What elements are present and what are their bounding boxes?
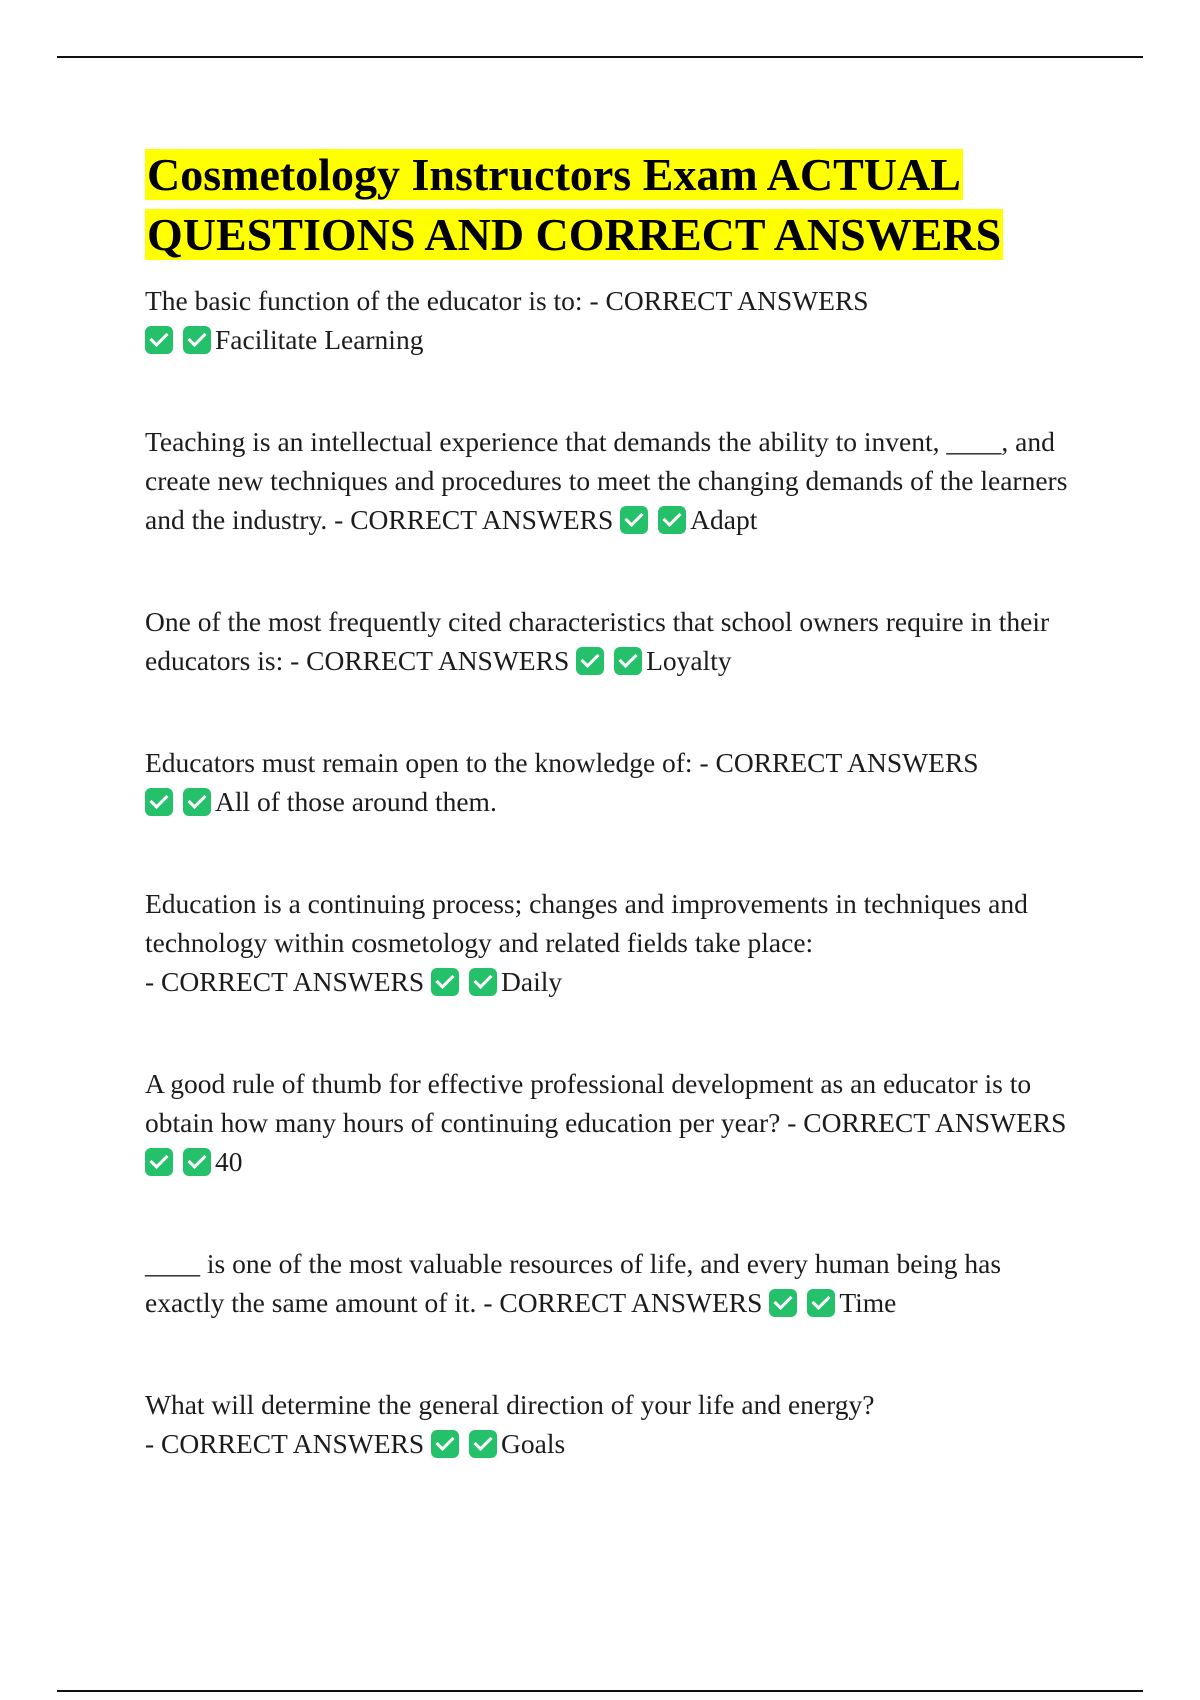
check-mark-icon <box>469 968 497 996</box>
document-title <box>145 145 1070 265</box>
qa-item <box>145 884 1070 1001</box>
title-highlight <box>145 149 1003 260</box>
answer-text: Goals <box>501 1428 566 1459</box>
correct-answers-marker: - CORRECT ANSWERS <box>483 1287 763 1318</box>
answer-text: Daily <box>501 966 563 997</box>
question-text: ____ is one of the most valuable resources of life, and every human being has exactly the same amount of it. <box>145 1248 1002 1318</box>
check-mark-icon <box>769 1289 797 1317</box>
answer-text: 40 <box>215 1146 243 1177</box>
answer-group <box>145 324 423 355</box>
question-text: Teaching is an intellectual experience that demands the ability to invent, ____, and create new techniques and procedures to meet the changing demands of the learners and the industry. <box>145 426 1068 535</box>
qa-list <box>145 281 1070 1463</box>
check-mark-icon <box>183 788 211 816</box>
correct-answers-marker: - CORRECT ANSWERS <box>145 1428 425 1459</box>
header-rule <box>57 56 1143 58</box>
check-mark-icon <box>576 647 604 675</box>
check-mark-icon <box>145 326 173 354</box>
check-mark-icon <box>183 326 211 354</box>
correct-answers-marker: - CORRECT ANSWERS <box>145 966 425 997</box>
answer-text: Adapt <box>690 504 758 535</box>
answer-group <box>145 786 497 817</box>
question-text: What will determine the general direction of your life and energy? <box>145 1389 875 1420</box>
correct-answers-marker: - CORRECT ANSWERS <box>699 747 979 778</box>
check-mark-icon <box>431 968 459 996</box>
footer-rule <box>57 1690 1143 1692</box>
answer-group <box>431 966 562 997</box>
answer-group <box>145 1146 243 1177</box>
check-mark-icon <box>620 506 648 534</box>
question-text: One of the most frequently cited characteristics that school owners require in their educators is: <box>145 606 1050 676</box>
qa-item <box>145 743 1070 821</box>
answer-text: Facilitate Learning <box>215 324 424 355</box>
document-body <box>145 145 1070 1526</box>
check-mark-icon <box>614 647 642 675</box>
qa-item <box>145 422 1070 539</box>
check-mark-icon <box>145 1148 173 1176</box>
question-text: The basic function of the educator is to: <box>145 285 583 316</box>
question-text: Education is a continuing process; changes and improvements in techniques and technology within cosmetology and related fields take place: <box>145 888 1028 958</box>
qa-item <box>145 1244 1070 1322</box>
answer-group <box>620 504 757 535</box>
correct-answers-marker: - CORRECT ANSWERS <box>589 285 869 316</box>
answer-group <box>431 1428 565 1459</box>
check-mark-icon <box>431 1430 459 1458</box>
qa-item <box>145 602 1070 680</box>
answer-group <box>769 1287 896 1318</box>
qa-item <box>145 281 1070 359</box>
title-line-1: Cosmetology Instructors Exam ACTUAL <box>147 149 961 200</box>
answer-group <box>576 645 732 676</box>
check-mark-icon <box>145 788 173 816</box>
qa-item <box>145 1064 1070 1181</box>
check-mark-icon <box>658 506 686 534</box>
answer-text: All of those around them. <box>215 786 497 817</box>
correct-answers-marker: - CORRECT ANSWERS <box>290 645 570 676</box>
answer-text: Time <box>839 1287 897 1318</box>
correct-answers-marker: - CORRECT ANSWERS <box>787 1107 1067 1138</box>
check-mark-icon <box>807 1289 835 1317</box>
question-text: A good rule of thumb for effective professional development as an educator is to obtain how many hours of continuing education per year? <box>145 1068 1032 1138</box>
correct-answers-marker: - CORRECT ANSWERS <box>334 504 614 535</box>
answer-text: Loyalty <box>646 645 732 676</box>
qa-item <box>145 1385 1070 1463</box>
check-mark-icon <box>183 1148 211 1176</box>
title-line-2: QUESTIONS AND CORRECT ANSWERS <box>147 209 1002 260</box>
question-text: Educators must remain open to the knowledge of: <box>145 747 693 778</box>
check-mark-icon <box>469 1430 497 1458</box>
